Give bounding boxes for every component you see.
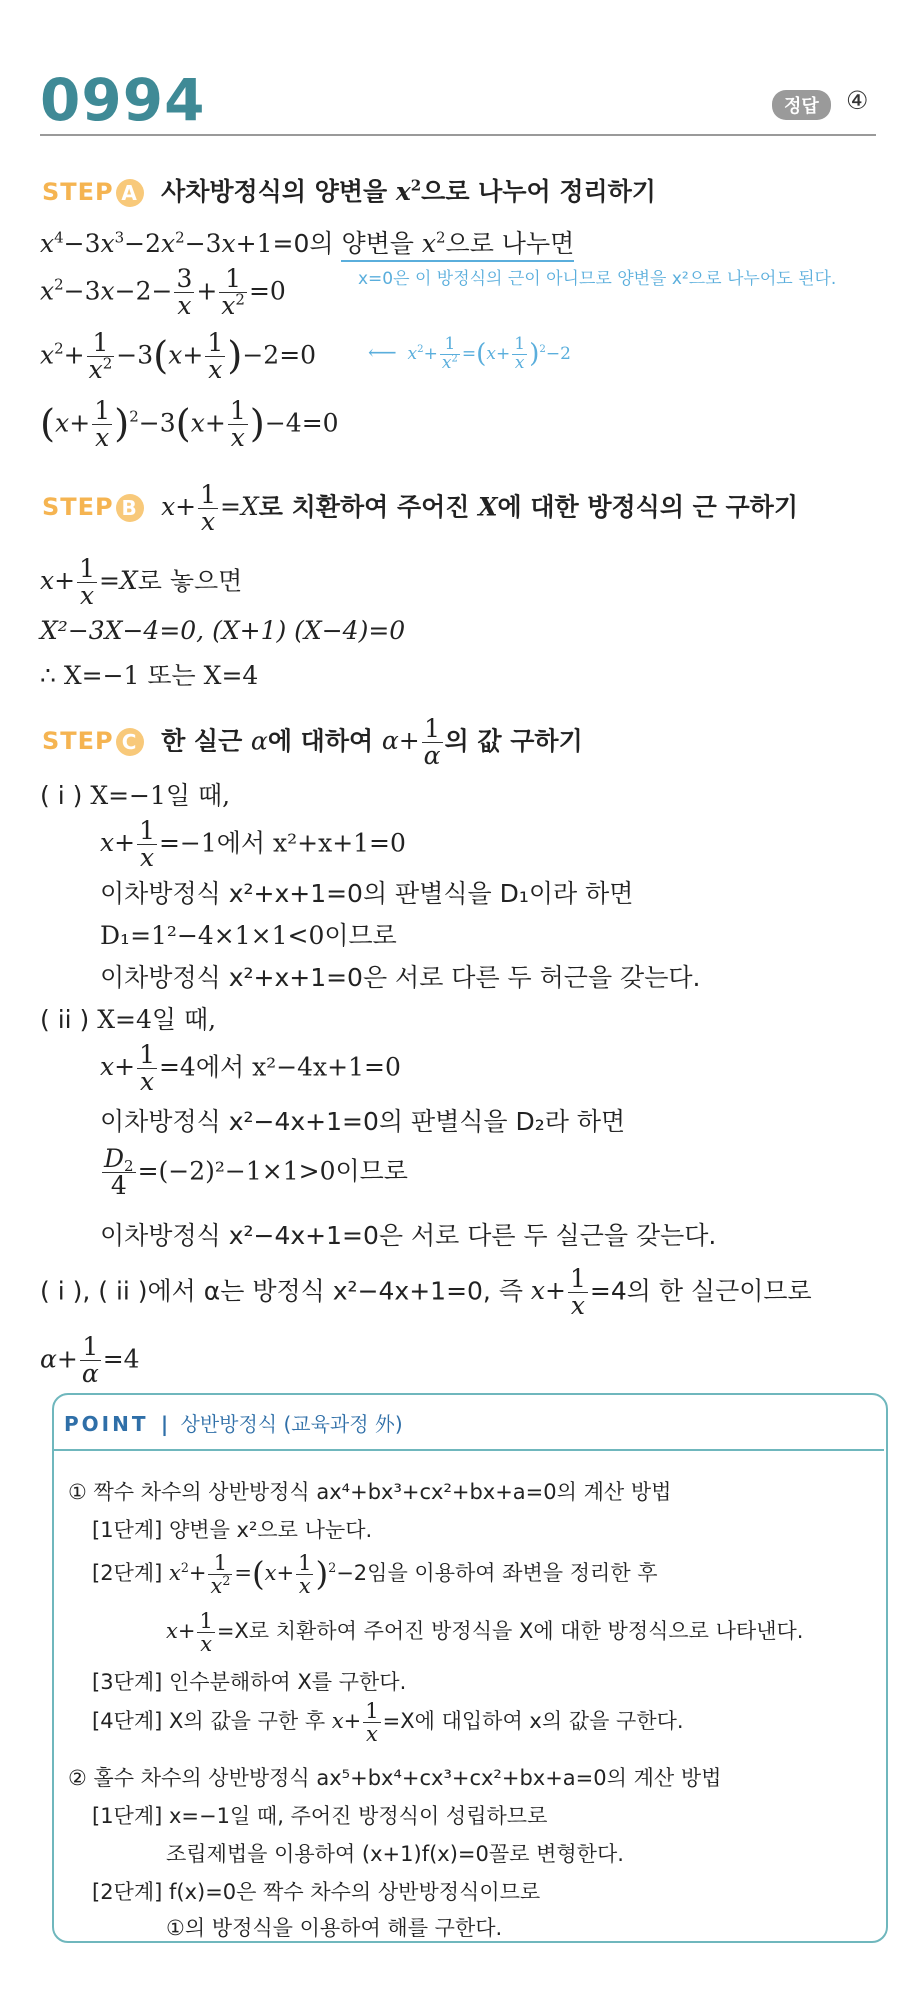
step-a-badge: STEP A bbox=[42, 178, 144, 206]
step-a-line2: $x^2-3x-2-$ $\frac{3}{x}$ + $\frac{1}{x^2}$ =0 bbox=[40, 264, 286, 321]
final-answer-line: α+ $\frac{1}{\alpha}$ =4 bbox=[40, 1332, 140, 1389]
case1-condition: ( i ) X=−1일 때, bbox=[40, 781, 231, 810]
step-b-line2: X²−3X−4=0, (X+1) (X−4)=0 bbox=[40, 616, 406, 645]
case1-d-value: D₁=1²−4×1×1<0이므로 bbox=[100, 921, 397, 950]
case1-discriminant: 이차방정식 x²+x+1=0의 판별식을 D₁이라 하면 bbox=[100, 879, 634, 908]
step-b-heading: STEP B x+ $\frac{1}{x}$ =X로 치환하여 주어진 X에 대한 방정식의 근 구하기 bbox=[42, 480, 798, 537]
step-a-note: x=0은 이 방정식의 근이 아니므로 양변을 x²으로 나누어도 된다. bbox=[358, 269, 837, 289]
point-title: 상반방정식 (교육과정 外) bbox=[180, 1412, 403, 1436]
step-b-badge: STEP B bbox=[42, 493, 144, 521]
point-item1-step2: [2단계] $x^2+$ $\frac{1}{x^2}$ =(x+ $\frac{1}{x}$ )$^2$−2임을 이용하여 좌변을 정리한 후 bbox=[92, 1551, 658, 1599]
point-label: POINT bbox=[64, 1412, 149, 1436]
step-a-line3: $x^2+$ $\frac{1}{x^2}$ −3(x+ $\frac{1}{x}$ )−2=0 bbox=[40, 328, 317, 385]
point-separator: | bbox=[160, 1412, 169, 1436]
step-c-heading: STEP C 한 실근 α에 대하여 α+ $\frac{1}{\alpha}$ 의 값 구하기 bbox=[42, 714, 583, 771]
point-item1-step3: [3단계] 인수분해하여 X를 구한다. bbox=[92, 1670, 407, 1694]
step-a-heading: STEP A 사차방정식의 양변을 $x^2$으로 나누어 정리하기 bbox=[42, 176, 656, 206]
combine-line: ( i ), ( ii )에서 α는 방정식 x²−4x+1=0, 즉 x+ $\frac{1}{x}$ =4의 한 실근이므로 bbox=[40, 1264, 812, 1321]
point-item2-step2: [2단계] f(x)=0은 짝수 차수의 상반방정식이므로 bbox=[92, 1880, 541, 1904]
point-item1-step2b: x+ $\frac{1}{x}$ =X로 치환하여 주어진 방정식을 X에 대한 방정식으로 나타낸다. bbox=[166, 1609, 804, 1657]
point-item1-step4: [4단계] X의 값을 구한 후 x+ $\frac{1}{x}$ =X에 대입하여 x의 값을 구한다. bbox=[92, 1699, 684, 1747]
point-item2-head: ② 홀수 차수의 상반방정식 ax⁵+bx⁴+cx³+cx²+bx+a=0의 계산 방법 bbox=[68, 1766, 722, 1790]
left-arrow-icon: ⟵ bbox=[368, 339, 397, 364]
case2-equation: x+ $\frac{1}{x}$ =4에서 x²−4x+1=0 bbox=[100, 1040, 401, 1097]
case2-condition: ( ii ) X=4일 때, bbox=[40, 1005, 217, 1034]
step-b-line3: ∴ X=−1 또는 X=4 bbox=[40, 661, 259, 690]
problem-number: 0994 bbox=[40, 66, 206, 134]
case2-d-value: $\frac{D_2}{4}$ =(−2)²−1×1>0이므로 bbox=[104, 1144, 408, 1201]
step-a-line4: (x+ $\frac{1}{x}$ )$^2$−3(x+ $\frac{1}{x}$ )−4=0 bbox=[40, 396, 339, 453]
case2-conclusion: 이차방정식 x²−4x+1=0은 서로 다른 두 실근을 갖는다. bbox=[100, 1221, 717, 1250]
point-item1-step1: [1단계] 양변을 x²으로 나눈다. bbox=[92, 1518, 373, 1542]
step-c-badge: STEP C bbox=[42, 727, 144, 755]
point-item2-step1: [1단계] x=−1일 때, 주어진 방정식이 성립하므로 bbox=[92, 1804, 548, 1828]
answer-badge: 정답 bbox=[772, 90, 831, 120]
header-divider bbox=[40, 134, 876, 136]
point-heading bbox=[64, 1408, 403, 1437]
step-a-hint: ⟵ $x^2+$ $\frac{1}{x^2}$ =(x+ $\frac{1}{x}$ )$^2$−2 bbox=[368, 334, 571, 373]
point-item2-step2b: ①의 방정식을 이용하여 해를 구한다. bbox=[166, 1916, 503, 1940]
case1-equation: x+ $\frac{1}{x}$ =−1에서 x²+x+1=0 bbox=[100, 816, 406, 873]
answer-value: ④ bbox=[846, 86, 869, 115]
case1-conclusion: 이차방정식 x²+x+1=0은 서로 다른 두 허근을 갖는다. bbox=[100, 963, 701, 992]
case2-discriminant: 이차방정식 x²−4x+1=0의 판별식을 D₂라 하면 bbox=[100, 1107, 626, 1136]
step-b-line1: x+ $\frac{1}{x}$ =X로 놓으면 bbox=[40, 554, 243, 611]
point-item1-head: ① 짝수 차수의 상반방정식 ax⁴+bx³+cx²+bx+a=0의 계산 방법 bbox=[68, 1480, 672, 1504]
step-a-line1: $x^4-3x^3-2x^2-3x+1=0$의 양변을 $x^2$으로 나누면 bbox=[40, 224, 574, 260]
point-item2-step1b: 조립제법을 이용하여 (x+1)f(x)=0꼴로 변형한다. bbox=[166, 1842, 624, 1866]
